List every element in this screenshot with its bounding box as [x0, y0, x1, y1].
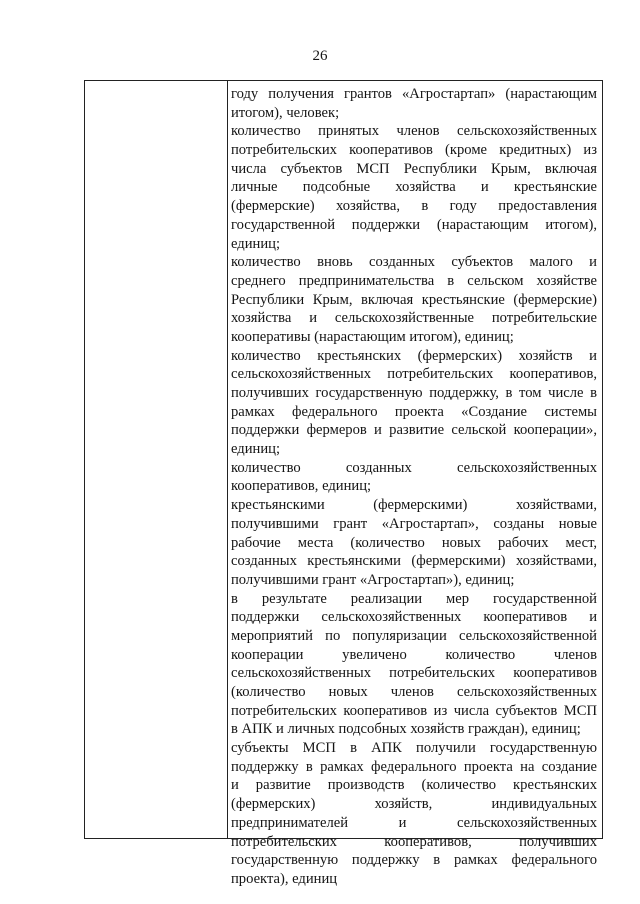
text-line: хозяйства и сельскохозяйственные потребительские	[231, 310, 597, 327]
text-line: рамках федерального проекта «Создание системы	[231, 403, 597, 420]
text-line: единиц;	[231, 235, 281, 252]
text-line: поддержки фермеров и развитие сельской кооперации»,	[231, 422, 597, 439]
text-line: предпринимателей и сельскохозяйственных	[231, 814, 597, 831]
text-line: количество крестьянских (фермерских) хозяйств и	[231, 347, 597, 364]
text-line: и развитие производств (количество крестьянских	[231, 777, 597, 794]
text-line: государственную поддержку в рамках федерального	[231, 852, 597, 869]
text-line: сельскохозяйственных потребительских кооперативов	[231, 665, 597, 682]
text-line: получившими грант «Агростартап», созданы новые	[231, 515, 597, 532]
text-line: субъекты МСП в АПК получили государственную	[231, 740, 597, 757]
text-line: единиц;	[231, 441, 281, 458]
text-line: в результате реализации мер государственной	[231, 590, 597, 607]
text-line: кооперативы (нарастающим итогом), единиц;	[231, 328, 514, 345]
text-line: получивших государственную поддержку, в том числе в	[231, 385, 597, 401]
text-line: проекта), единиц	[231, 870, 338, 887]
text-line: числа субъектов МСП Республики Крым, включая	[231, 160, 597, 177]
text-line: потребительских кооперативов (кроме кредитных) из	[231, 142, 597, 159]
table-column-divider	[227, 81, 228, 838]
text-line: рабочие места (количество новых рабочих мест,	[231, 534, 597, 551]
page-number: 26	[312, 48, 328, 64]
text-line: кооперативов, единиц;	[231, 478, 372, 495]
text-line: сельскохозяйственных потребительских кооперативов,	[231, 366, 597, 383]
text-line: количество вновь созданных субъектов малого и	[231, 254, 597, 271]
text-line: (фермерские) хозяйства, в году предоставления	[231, 198, 597, 215]
text-line: поддержку в рамках федерального проекта на создание	[231, 758, 597, 775]
document-table	[84, 80, 603, 887]
text-line: (количество новых членов сельскохозяйственных	[231, 684, 597, 700]
text-line: получившими грант «Агростартап»), единиц;	[231, 571, 515, 588]
text-line: потребительских кооперативов, получивших	[231, 833, 597, 850]
text-line: личные подсобные хозяйства и крестьянские	[231, 179, 597, 196]
text-line: Республики Крым, включая крестьянские (фермерские)	[231, 291, 597, 308]
table-left-cell	[85, 81, 227, 838]
text-line: среднего предпринимательства в сельском хозяйстве	[231, 272, 597, 289]
text-line: году получения грантов «Агростартап» (нарастающим	[231, 86, 597, 102]
text-line: кооперации увеличено количество членов	[231, 646, 597, 663]
text-line: (фермерских) хозяйств, индивидуальных	[231, 796, 597, 813]
text-line: созданных крестьянскими (фермерскими) хозяйствами,	[231, 553, 597, 570]
text-line: количество принятых членов сельскохозяйственных	[231, 123, 597, 140]
table-right-cell	[231, 85, 597, 889]
text-line: итогом), человек;	[231, 104, 340, 121]
text-line: количество созданных сельскохозяйственных	[231, 459, 597, 476]
text-line: крестьянскими (фермерскими) хозяйствами,	[231, 497, 597, 514]
text-line: государственной поддержки (нарастающим итогом),	[231, 216, 597, 233]
text-line: в АПК и личных подсобных хозяйств граждан), единиц;	[231, 721, 581, 738]
text-line: мероприятий по популяризации сельскохозяйственной	[231, 627, 597, 644]
text-line: поддержки сельскохозяйственных кооперативов и	[231, 609, 597, 626]
text-line: потребительских кооперативов из числа субъектов МСП	[231, 702, 597, 719]
